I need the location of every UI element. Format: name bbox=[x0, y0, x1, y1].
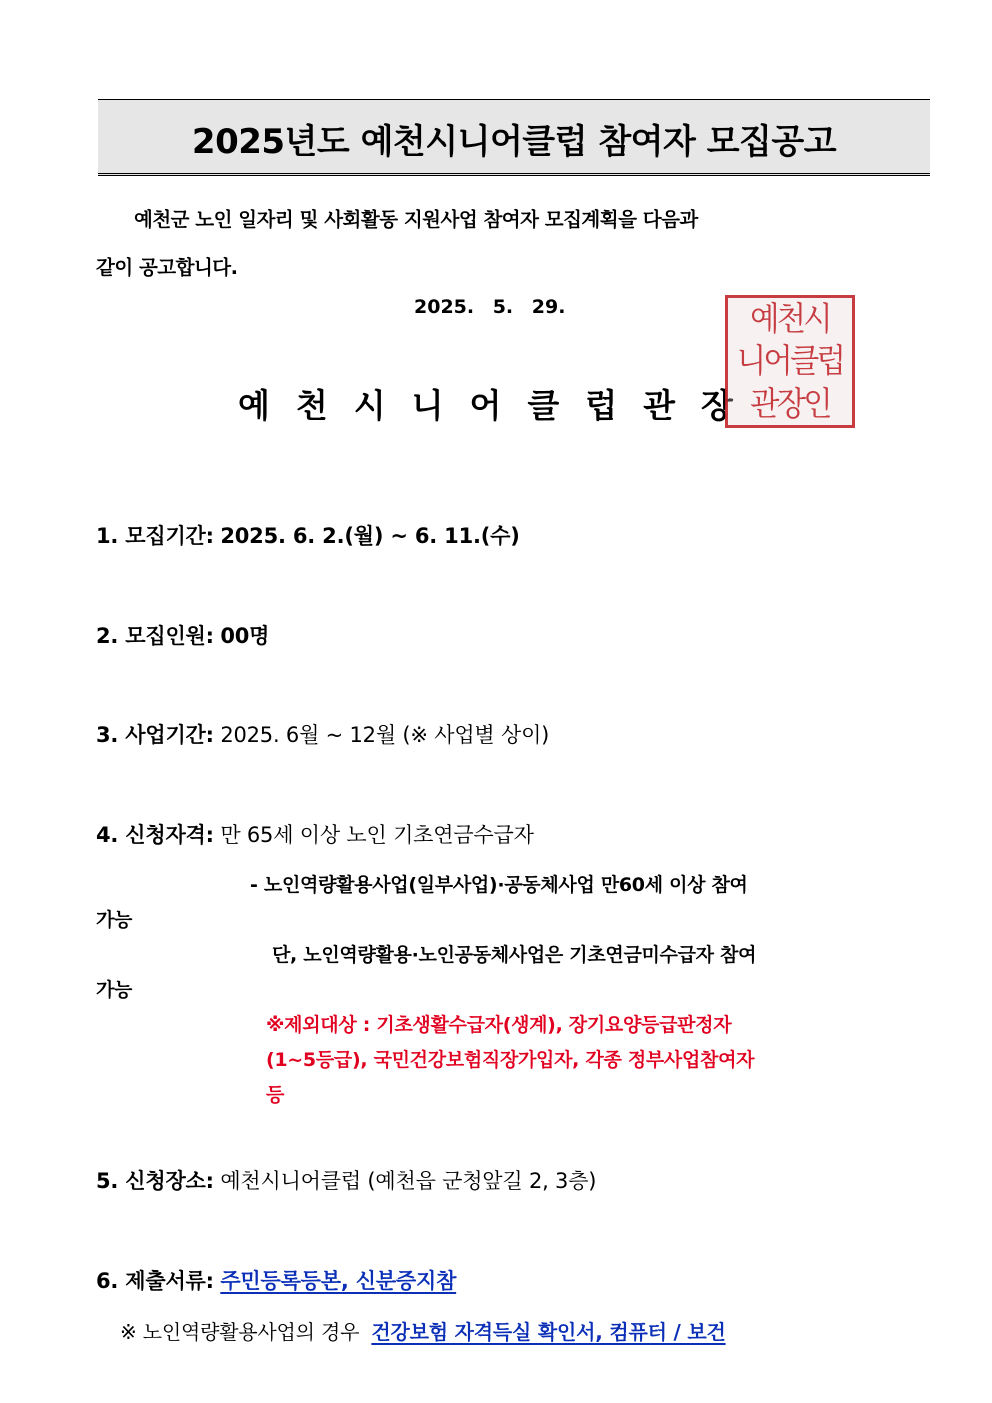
item-recruit-period bbox=[96, 520, 520, 550]
documents-link[interactable]: 주민등록등본, 신분증지참 bbox=[220, 1269, 457, 1293]
exclusion-line-3: 등 bbox=[266, 1084, 285, 1106]
item-project-period bbox=[96, 719, 549, 749]
item-value: 만 65세 이상 노인 기초연금수급자 bbox=[220, 823, 534, 847]
note-2-line-1: 단, 노인역량활용·노인공동체사업은 기초연금미수급자 참여 bbox=[272, 944, 757, 966]
exclusion-line-2: (1~5등급), 국민건강보험직장가입자, 각종 정부사업참여자 bbox=[266, 1049, 755, 1071]
note-1-line-2: 가능 bbox=[96, 909, 133, 931]
page-title: 2025년도 예천시니어클럽 참여자 모집공고 bbox=[191, 122, 837, 162]
note-2-line-2: 가능 bbox=[96, 979, 133, 1001]
item-label: 4. 신청자격: bbox=[96, 823, 214, 847]
item-label: 5. 신청장소: bbox=[96, 1169, 214, 1193]
item-recruit-count bbox=[96, 620, 269, 650]
item-value: 2025. 6월 ~ 12월 (※ 사업별 상이) bbox=[220, 723, 550, 747]
title-box bbox=[98, 99, 930, 176]
item-documents bbox=[96, 1265, 456, 1295]
official-seal bbox=[725, 295, 855, 428]
footnote bbox=[120, 1316, 726, 1345]
item-label: 6. 제출서류: bbox=[96, 1269, 214, 1293]
seal-row-2: 니어클럽 bbox=[736, 341, 844, 381]
item-label: 2. 모집인원: bbox=[96, 624, 214, 648]
item-application-place bbox=[96, 1165, 596, 1195]
footnote-prefix: ※ 노인역량활용사업의 경우 bbox=[120, 1320, 360, 1344]
item-qualification bbox=[96, 819, 534, 849]
footnote-link[interactable]: 건강보험 자격득실 확인서, 컴퓨터 / 보건 bbox=[371, 1320, 726, 1344]
item-label: 3. 사업기간: bbox=[96, 723, 214, 747]
issuer-name: 예천시니어클럽관장 bbox=[238, 386, 759, 425]
item-value: 예천시니어클럽 (예천읍 군청앞길 2, 3층) bbox=[220, 1169, 597, 1193]
intro-line-1: 예천군 노인 일자리 및 사회활동 지원사업 참여자 모집계획을 다음과 bbox=[134, 208, 698, 231]
seal-row-3: 관장인 bbox=[750, 383, 830, 423]
notice-date: 2025. 5. 29. bbox=[414, 296, 566, 318]
item-value: 2025. 6. 2.(월) ~ 6. 11.(수) bbox=[220, 524, 520, 548]
item-label: 1. 모집기간: bbox=[96, 524, 214, 548]
item-value: 00명 bbox=[220, 624, 270, 648]
seal-row-1: 예천시 bbox=[750, 299, 830, 338]
exclusion-line-1: ※제외대상 : 기초생활수급자(생계), 장기요양등급판정자 bbox=[266, 1014, 732, 1036]
note-1-text: - 노인역량활용사업(일부사업)·공동체사업 만60세 이상 참여 bbox=[250, 874, 748, 896]
note-1-line-1 bbox=[250, 870, 898, 897]
intro-line-2: 같이 공고합니다. bbox=[96, 256, 238, 279]
